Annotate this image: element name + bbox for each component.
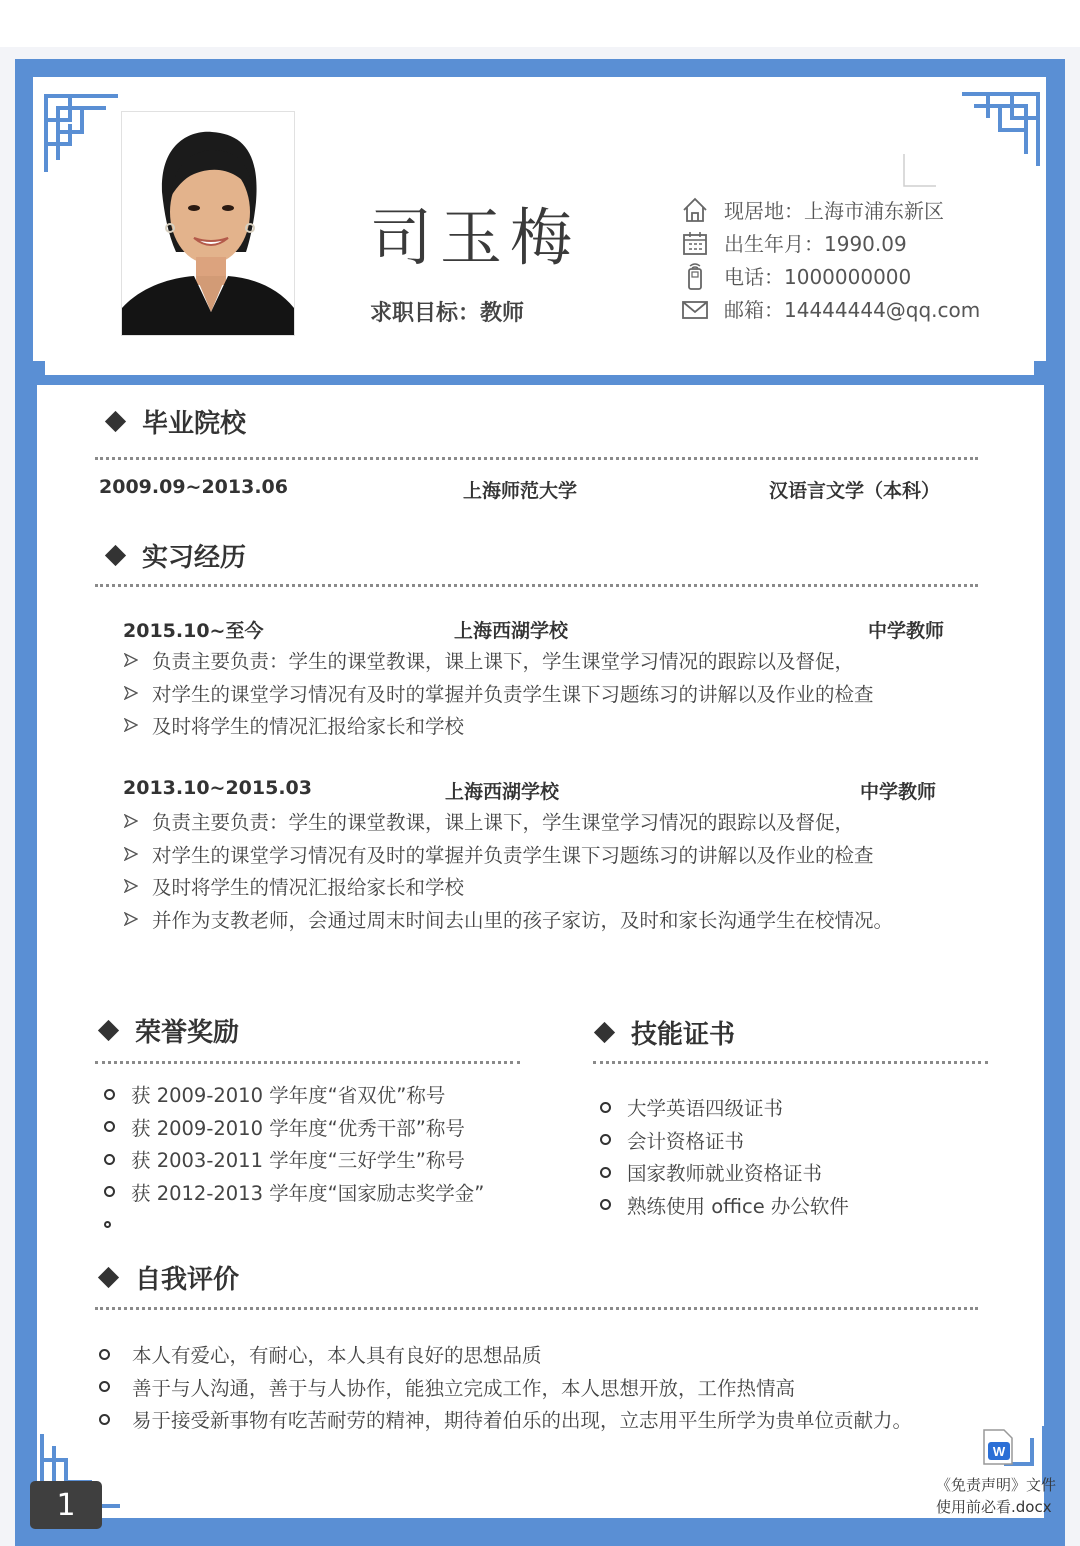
list-item [600, 1124, 849, 1157]
duty-text: 对学生的课堂学习情况有及时的掌握并负责学生课下习题练习的讲解以及作业的检查 [152, 843, 874, 867]
dot-bullet-icon [600, 1167, 611, 1178]
internship-title-text: 实习经历 [142, 543, 247, 573]
list-item [124, 709, 874, 742]
diamond-bullet-icon [98, 1267, 119, 1288]
page-number-badge[interactable]: 1 [30, 1481, 102, 1529]
honor-text: 获 2009-2010 学年度“省双优”称号 [131, 1084, 446, 1108]
divider-education [95, 457, 978, 460]
list-item [99, 1371, 912, 1404]
list-item [124, 805, 893, 838]
skill-text: 国家教师就业资格证书 [627, 1162, 823, 1186]
honor-text: 获 2003-2011 学年度“三好学生”称号 [131, 1149, 465, 1173]
education-period: 2009.09~2013.06 [99, 476, 288, 498]
top-strip [0, 0, 1080, 47]
list-item [124, 870, 893, 903]
header-corner-mark [902, 152, 938, 188]
info-birth-text: 出生年月：1990.09 [724, 232, 907, 256]
list-item [600, 1156, 849, 1189]
list-item [124, 644, 874, 677]
list-item [99, 1403, 912, 1436]
divider-self-eval [95, 1307, 978, 1310]
section-title-internship [104, 537, 246, 574]
job-period: 2015.10~至今 [123, 620, 264, 642]
list-item [124, 838, 893, 871]
divider-skills [593, 1061, 988, 1064]
list-item [99, 1338, 912, 1371]
frame-notch-left [33, 361, 45, 383]
divider-honors [95, 1061, 520, 1064]
job-objective: 求职目标：教师 [370, 301, 525, 326]
dot-bullet-icon [99, 1349, 110, 1360]
list-item [104, 1143, 484, 1176]
dot-bullet-icon [104, 1121, 115, 1132]
education-title-text: 毕业院校 [142, 409, 247, 439]
skill-text: 会计资格证书 [627, 1129, 745, 1153]
list-item [124, 903, 893, 936]
arrow-bullet-icon [124, 879, 138, 893]
list-item [600, 1091, 849, 1124]
svg-text:W: W [992, 1444, 1006, 1459]
duty-text: 及时将学生的情况汇报给家长和学校 [152, 715, 465, 739]
duty-text: 对学生的课堂学习情况有及时的掌握并负责学生课下习题练习的讲解以及作业的检查 [152, 682, 874, 706]
arrow-bullet-icon [124, 814, 138, 828]
attached-file-name[interactable] [936, 1474, 1056, 1518]
house-icon [680, 195, 710, 225]
dot-bullet-icon [600, 1134, 611, 1145]
job-duties-1 [124, 644, 874, 742]
self-eval-list [99, 1338, 912, 1436]
info-email-text: 邮箱：14444444@qq.com [724, 298, 981, 322]
duty-text: 负责主要负责：学生的课堂教课，课上课下，学生课堂学习情况的跟踪以及督促， [152, 650, 855, 674]
dot-bullet-icon [600, 1102, 611, 1113]
section-title-honors [97, 1012, 239, 1049]
duty-text: 并作为支教老师，会通过周末时间去山里的孩子家访，及时和家长沟通学生在校情况。 [152, 908, 894, 932]
section-title-self-eval [97, 1259, 239, 1296]
info-row-phone [680, 259, 980, 292]
arrow-bullet-icon [124, 718, 138, 732]
list-item [104, 1176, 484, 1209]
job-duties-2 [124, 805, 893, 935]
diamond-bullet-icon [594, 1022, 615, 1043]
calendar-icon [680, 228, 710, 258]
corner-ornament-top-right [960, 92, 1040, 168]
arrow-bullet-icon [124, 912, 138, 926]
attached-file-line-1: 《免责声明》文件 [936, 1476, 1057, 1494]
phone-icon [680, 261, 710, 291]
job-period: 2013.10~2015.03 [123, 777, 312, 799]
honor-text: 获 2009-2010 学年度“优秀干部”称号 [131, 1116, 465, 1140]
divider-internship [95, 584, 978, 587]
profile-photo [121, 111, 295, 336]
dot-bullet-icon [104, 1089, 115, 1100]
self-eval-text: 善于与人沟通，善于与人协作，能独立完成工作，本人思想开放，工作热情高 [132, 1376, 796, 1400]
job-header-1 [123, 616, 953, 642]
info-address-text: 现居地：上海市浦东新区 [724, 199, 944, 223]
honors-list [104, 1078, 484, 1241]
dot-bullet-icon [104, 1221, 111, 1228]
honor-text: 获 2012-2013 学年度“国家励志奖学金” [131, 1181, 485, 1205]
arrow-bullet-icon [124, 653, 138, 667]
envelope-icon [680, 294, 710, 324]
word-document-icon[interactable] [982, 1428, 1014, 1466]
job-role: 中学教师 [868, 620, 945, 642]
dot-bullet-icon [104, 1186, 115, 1197]
education-school: 上海师范大学 [463, 480, 578, 502]
list-item [124, 677, 874, 710]
dot-bullet-icon [104, 1154, 115, 1165]
self-eval-text: 本人有爱心，有耐心，本人具有良好的思想品质 [132, 1344, 542, 1368]
job-company: 上海西湖学校 [454, 620, 569, 642]
attached-file-line-2: 使用前必看.docx [936, 1498, 1052, 1516]
diamond-bullet-icon [105, 545, 126, 566]
job-role: 中学教师 [860, 781, 937, 803]
info-row-email [680, 292, 980, 325]
job-company: 上海西湖学校 [445, 781, 560, 803]
section-title-education [104, 403, 246, 440]
duty-text: 负责主要负责：学生的课堂教课，课上课下，学生课堂学习情况的跟踪以及督促， [152, 811, 855, 835]
honors-title-text: 荣誉奖励 [135, 1018, 240, 1048]
info-phone-text: 电话：1000000000 [724, 265, 912, 289]
list-item [600, 1189, 849, 1222]
dot-bullet-icon [99, 1414, 110, 1425]
dot-bullet-icon [600, 1199, 611, 1210]
section-title-skills [593, 1014, 735, 1051]
list-item [104, 1078, 484, 1111]
skill-text: 熟练使用 office 办公软件 [627, 1194, 849, 1218]
duty-text: 及时将学生的情况汇报给家长和学校 [152, 876, 465, 900]
skills-title-text: 技能证书 [631, 1020, 736, 1050]
candidate-name: 司玉梅 [370, 201, 581, 274]
list-item [104, 1208, 484, 1241]
diamond-bullet-icon [98, 1020, 119, 1041]
skills-list [600, 1091, 849, 1221]
frame-notch-right [1034, 361, 1046, 383]
info-row-birth [680, 226, 980, 259]
skill-text: 大学英语四级证书 [627, 1097, 784, 1121]
list-item [104, 1111, 484, 1144]
corner-ornament-top-left [44, 94, 120, 174]
job-header-2 [123, 777, 953, 803]
contact-info [680, 193, 980, 325]
self-eval-title-text: 自我评价 [135, 1265, 240, 1295]
arrow-bullet-icon [124, 686, 138, 700]
self-eval-text: 易于接受新事物有吃苦耐劳的精神，期待着伯乐的出现，立志用平生所学为贵单位贡献力。 [132, 1409, 913, 1433]
dot-bullet-icon [99, 1381, 110, 1392]
diamond-bullet-icon [105, 411, 126, 432]
education-major: 汉语言文学（本科） [769, 480, 941, 502]
arrow-bullet-icon [124, 847, 138, 861]
info-row-address [680, 193, 980, 226]
